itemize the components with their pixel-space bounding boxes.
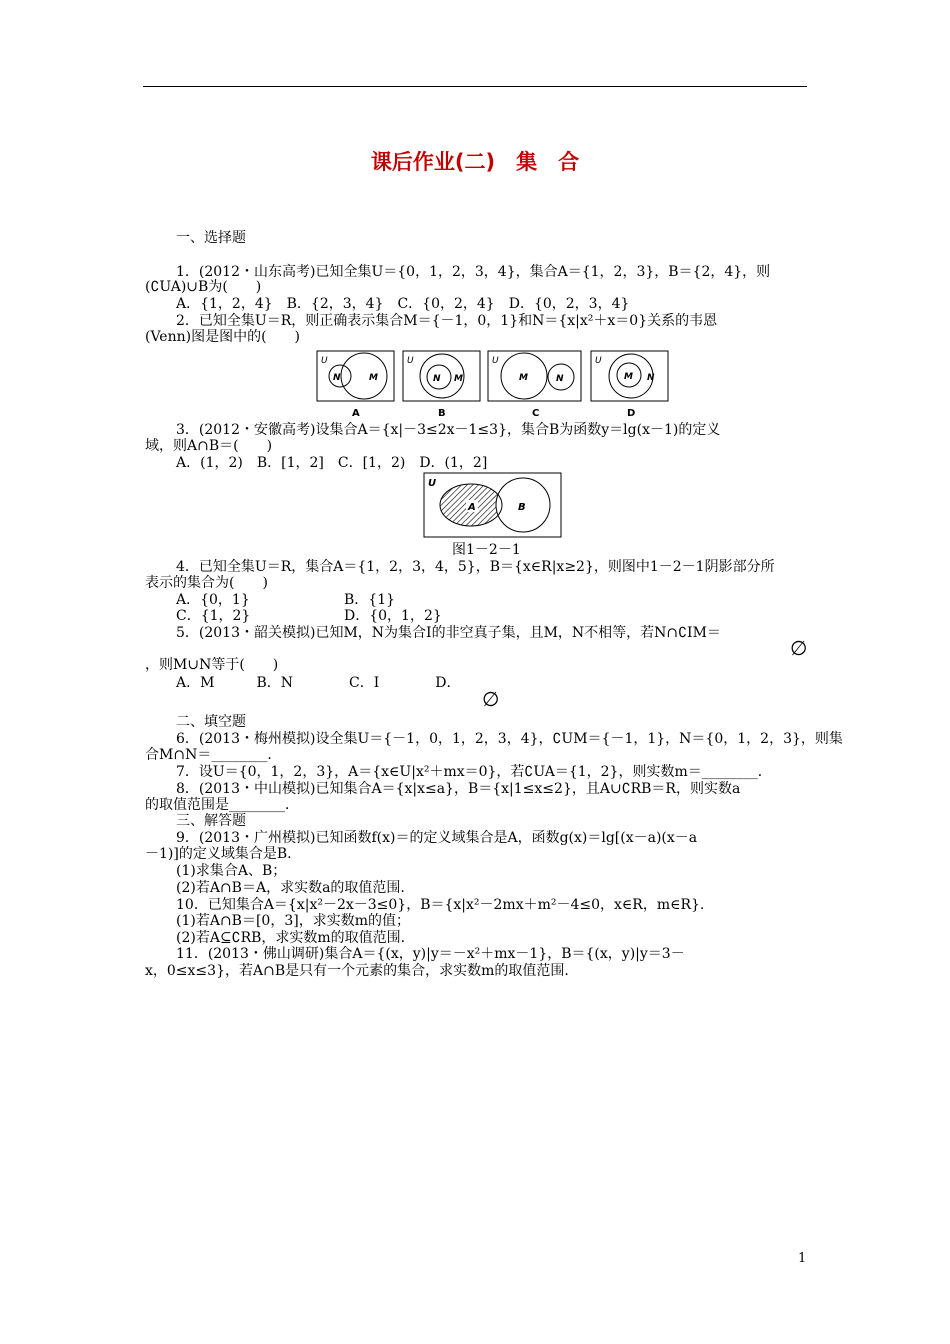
venn-c-caption: C (532, 408, 540, 419)
figure-a-label: A (468, 502, 476, 513)
q4-option-d: D．{0，1，2} (344, 608, 442, 624)
q7-line: 7．设U＝{0，1，2，3}，A＝{x∈U|x²＋mx＝0}，若∁UA＝{1，2}，则实数m＝________． (176, 764, 772, 780)
q4-line1: 4．已知全集U＝R，集合A＝{1，2，3，4，5}，B＝{x∈R|x≥2}，则图中1－2－1阴影部分所 (176, 559, 775, 575)
venn-b-m-label: M (454, 374, 463, 384)
q6-line1: 6．(2013・梅州模拟)设全集U＝{－1，0，1，2，3，4}，∁UM＝{－1，1}，N＝{0，1，2，3}，则集 (176, 731, 843, 747)
section-fill: 二、填空题 (176, 714, 246, 730)
venn-d-u-label: U (595, 356, 602, 366)
q4-option-c: C．{1，2} (176, 608, 251, 624)
q4-option-b: B．{1} (344, 592, 396, 608)
q3-line2: 域，则A∩B＝( ) (145, 438, 273, 454)
venn-d-n-label: N (647, 373, 655, 383)
venn-a-u-label: U (321, 356, 328, 366)
q3-options: A．(1，2) B．[1，2] C．[1，2) D．(1，2] (176, 455, 488, 471)
q1-options: A．{1，2，4} B．{2，3，4} C．{0，2，4} D．{0，2，3，4} (176, 296, 630, 312)
section-answer: 三、解答题 (176, 813, 246, 829)
q4-line2: 表示的集合为( ) (145, 575, 268, 591)
q5-line1: 5．(2013・韶关模拟)已知M，N为集合I的非空真子集，且M，N不相等，若N∩∁IM＝ (176, 625, 721, 641)
q5-line2: ，则M∪N等于( ) (145, 657, 279, 673)
venn-option-b (403, 351, 480, 419)
page-title: 课后作业(二) 集 合 (370, 150, 580, 174)
q2-line1: 2．已知全集U＝R，则正确表示集合M＝{－1，0，1}和N＝{x|x²＋x＝0}关系的韦恩 (176, 313, 718, 329)
page-number: 1 (798, 1251, 807, 1266)
venn-a-m-label: M (369, 373, 378, 383)
q8-line2: 的取值范围是________． (145, 797, 299, 813)
figure-b-label: B (518, 502, 526, 513)
q10-part2: (2)若A⊆∁RB，求实数m的取值范围. (176, 930, 406, 946)
q2-line2: (Venn)图是图中的( ) (145, 329, 300, 345)
venn-option-a (317, 351, 394, 419)
q6-line2: 合M∩N＝________． (145, 747, 282, 763)
venn-option-c (488, 351, 581, 419)
q11-line2: x，0≤x≤3}，若A∩B是只有一个元素的集合，求实数m的取值范围. (145, 963, 569, 979)
figure-u-label: U (428, 478, 437, 489)
venn-c-m-label: M (519, 373, 528, 383)
venn-b-u-label: U (407, 356, 414, 366)
q10-part1: (1)若A∩B＝[0，3]，求实数m的值； (176, 913, 410, 929)
q5-empty-set-1: ∅ (790, 636, 808, 660)
q4-option-a: A．{0，1} (176, 592, 250, 608)
section-choice: 一、选择题 (176, 230, 246, 246)
q5-options: A．M B．N C．I D． (176, 675, 461, 691)
venn-a-n-label: N (333, 373, 341, 383)
venn-option-d (591, 351, 668, 419)
q2-venn-diagrams (316, 349, 676, 421)
q10-line1: 10．已知集合A＝{x|x²－2x－3≤0}，B＝{x|x²－2mx＋m²－4≤0，x∈R，m∈R}. (176, 897, 705, 913)
figure-caption: 图1－2－1 (452, 542, 521, 558)
q9-part2: (2)若A∩B＝A，求实数a的取值范围. (176, 880, 405, 896)
header-rule (143, 86, 807, 87)
q9-line2: －1)]的定义域集合是B. (145, 846, 292, 862)
venn-b-caption: B (438, 408, 446, 419)
venn-a-caption: A (352, 408, 360, 419)
q1-line2: (∁UA)∪B为( ) (145, 279, 262, 295)
venn-c-u-label: U (492, 356, 499, 366)
venn-c-n-label: N (556, 374, 564, 384)
q3-line1: 3．(2012・安徽高考)设集合A＝{x|－3≤2x－1≤3}，集合B为函数y＝lg(x－1)的定义 (176, 422, 721, 438)
q11-line1: 11．(2013・佛山调研)集合A＝{(x，y)|y＝－x²＋mx－1}，B＝{(x，y)|y＝3－ (176, 946, 685, 962)
venn-d-caption: D (627, 408, 636, 419)
venn-d-m-label: M (624, 372, 633, 382)
q5-empty-set-2: ∅ (482, 687, 500, 711)
q1-line1: 1．(2012・山东高考)已知全集U＝{0，1，2，3，4}，集合A＝{1，2，3}，B＝{2，4}，则 (176, 264, 771, 280)
q9-part1: (1)求集合A、B； (176, 863, 287, 879)
figure-1-2-1 (423, 472, 563, 540)
venn-b-n-label: N (433, 374, 441, 384)
q8-line1: 8．(2013・中山模拟)已知集合A＝{x|x≤a}，B＝{x|1≤x≤2}，且A∪∁RB＝R，则实数a (176, 781, 741, 797)
q9-line1: 9．(2013・广州模拟)已知函数f(x)＝的定义域集合是A，函数g(x)＝lg[(x－a)(x－a (176, 830, 698, 846)
